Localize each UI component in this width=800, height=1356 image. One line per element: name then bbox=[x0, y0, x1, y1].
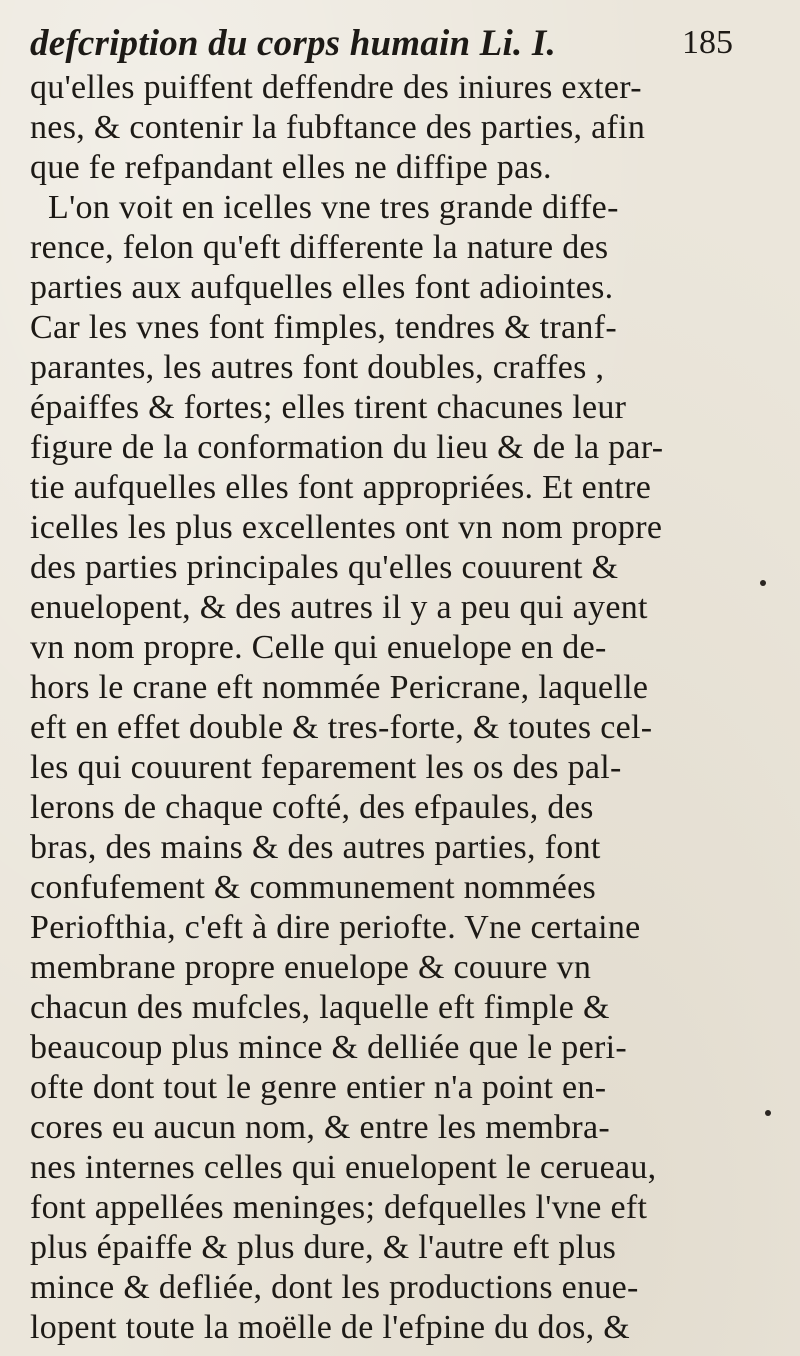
text-line: hors le crane eft nommée Pericrane, laquelle bbox=[30, 669, 649, 706]
text-line: tie aufquelles elles font appropriées. Et entre bbox=[30, 469, 652, 506]
page-number: 185 bbox=[682, 24, 733, 61]
text-line: eft en effet double & tres-forte, & toutes cel- bbox=[30, 709, 653, 746]
text-line: membrane propre enuelope & couure vn bbox=[30, 949, 592, 986]
ink-speck bbox=[760, 580, 766, 586]
text-line: plus épaiffe & plus dure, & l'autre eft plus bbox=[30, 1229, 617, 1266]
text-line: des parties principales qu'elles couurent & bbox=[30, 549, 619, 586]
text-line: font appellées meninges; defquelles l'vne eft bbox=[30, 1189, 648, 1226]
text-line: Periofthia, c'eft à dire periofte. Vne certaine bbox=[30, 909, 641, 946]
text-line: cores eu aucun nom, & entre les membra- bbox=[30, 1109, 611, 1146]
text-line: parantes, les autres font doubles, craffes , bbox=[30, 349, 605, 386]
text-line: figure de la conformation du lieu & de la par- bbox=[30, 429, 664, 466]
text-line: confufement & communement nommées bbox=[30, 869, 597, 906]
text-line: icelles les plus excellentes ont vn nom propre bbox=[30, 509, 663, 546]
text-line: nes internes celles qui enuelopent le cerueau, bbox=[30, 1149, 657, 1186]
page-header bbox=[30, 22, 733, 72]
running-head: defcription du corps humain Li. I. bbox=[30, 23, 556, 64]
text-line: que fe refpandant elles ne diffipe pas. bbox=[30, 149, 552, 186]
text-line: vn nom propre. Celle qui enuelope en de- bbox=[30, 629, 607, 666]
text-line: lopent toute la moëlle de l'efpine du dos, & bbox=[30, 1309, 631, 1346]
text-line: parties aux aufquelles elles font adiointes. bbox=[30, 269, 614, 306]
text-line: qu'elles puiffent deffendre des iniures exter- bbox=[30, 69, 642, 106]
text-line: les qui couurent feparement les os des pal- bbox=[30, 749, 622, 786]
text-line: mince & defliée, dont les productions enue- bbox=[30, 1269, 639, 1306]
text-line: L'on voit en icelles vne tres grande diffe- bbox=[48, 189, 619, 226]
text-line: rence, felon qu'eft differente la nature des bbox=[30, 229, 609, 266]
text-line: chacun des mufcles, laquelle eft fimple & bbox=[30, 989, 610, 1026]
text-line: enuelopent, & des autres il y a peu qui ayent bbox=[30, 589, 648, 626]
text-line: lerons de chaque cofté, des efpaules, des bbox=[30, 789, 594, 826]
text-line: Car les vnes font fimples, tendres & tranf- bbox=[30, 309, 617, 346]
ink-speck bbox=[765, 1110, 771, 1116]
text-line: ofte dont tout le genre entier n'a point en- bbox=[30, 1069, 607, 1106]
text-line: beaucoup plus mince & delliée que le peri- bbox=[30, 1029, 627, 1066]
text-line: nes, & contenir la fubftance des parties, afin bbox=[30, 109, 646, 146]
text-line: épaiffes & fortes; elles tirent chacunes leur bbox=[30, 389, 627, 426]
text-line: bras, des mains & des autres parties, font bbox=[30, 829, 601, 866]
